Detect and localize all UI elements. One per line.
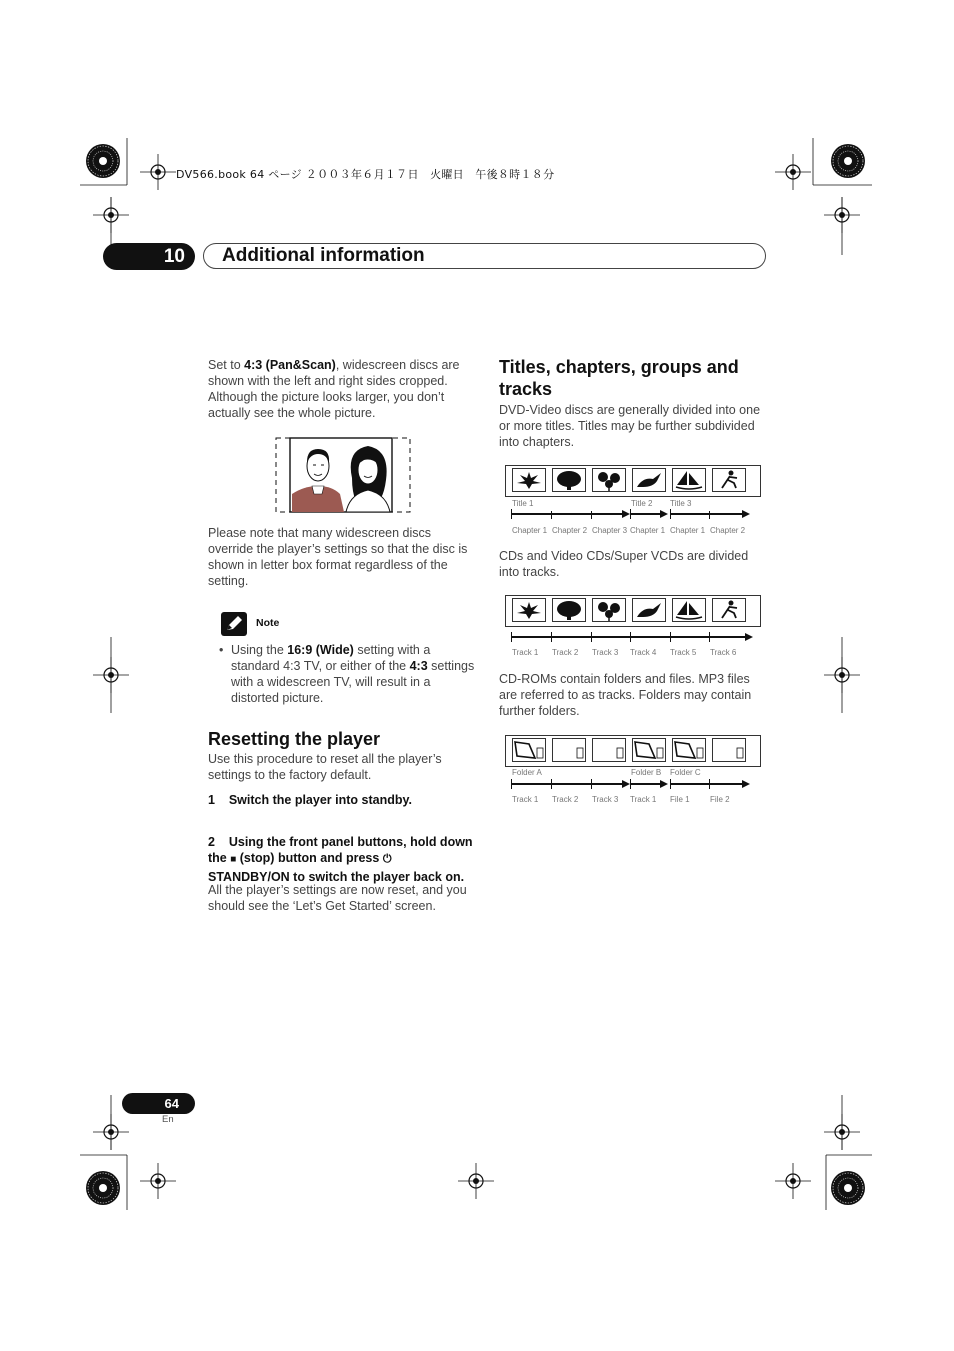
tick: [709, 511, 710, 519]
dvd-chapter-label: Chapter 1: [670, 526, 706, 535]
tree-frame-icon: [552, 598, 586, 622]
cd-track-label: Track 2: [552, 648, 579, 657]
tick: [630, 632, 631, 642]
tree-frame-icon: [552, 468, 586, 492]
chapter-number: 10: [103, 243, 195, 270]
cd-track-label: Track 4: [630, 648, 657, 657]
folder-label: Folder B: [631, 768, 662, 777]
dvd-paragraph: DVD-Video discs are generally divided into one or more titles. Titles may be further subdivided into chapters.: [499, 403, 761, 449]
language-code: En: [162, 1114, 174, 1125]
tick: [709, 632, 710, 642]
arrowhead: [622, 510, 630, 518]
rom-item-label: Track 1: [630, 795, 657, 804]
flower-frame-icon: [592, 598, 626, 622]
folder-label: Folder C: [670, 768, 701, 777]
tick: [591, 779, 592, 789]
cd-track-label: Track 1: [512, 648, 539, 657]
tick: [591, 632, 592, 642]
cd-track-label: Track 5: [670, 648, 697, 657]
note-text: Using the 16:9 (Wide) setting with a standard 4:3 TV, or either of the 4:3 settings with a widescreen TV, will result in a distorted picture.: [231, 643, 475, 705]
folder-frame-icon: [512, 738, 546, 762]
folder-frame-icon: [672, 738, 706, 762]
arrowhead: [742, 510, 750, 518]
skater-frame-icon: [712, 468, 746, 492]
cd-track-label: Track 6: [710, 648, 737, 657]
sailboat-frame-icon: [672, 598, 706, 622]
tick: [551, 779, 552, 789]
file-frame-icon: [712, 738, 746, 762]
pan-scan-paragraph: Set to 4:3 (Pan&Scan), widescreen discs are shown with the left and right sides cropped. Although the picture looks larger, you don’t actually see the whole picture.: [208, 358, 460, 420]
reset-intro: Use this procedure to reset all the player’s settings to the factory default.: [208, 752, 442, 782]
file-frame-icon: [552, 738, 586, 762]
title-2-arrow: [630, 513, 662, 515]
folder-label: Folder A: [512, 768, 542, 777]
dvd-title-1: Title 1: [512, 499, 534, 508]
tick: [551, 511, 552, 519]
dvd-chapter-label: Chapter 2: [710, 526, 746, 535]
arrowhead: [622, 780, 630, 788]
dvd-chapter-label: Chapter 3: [592, 526, 628, 535]
cdrom-paragraph: CD-ROMs contain folders and files. MP3 files are referred to as tracks. Folders may contain further folders.: [499, 672, 752, 718]
dvd-title-2: Title 2: [631, 499, 653, 508]
dvd-title-3: Title 3: [670, 499, 692, 508]
folder-b-arrow: [630, 783, 662, 785]
stop-icon: ■: [230, 854, 237, 865]
arrowhead: [660, 510, 668, 518]
titles-heading: Titles, chapters, groups and tracks: [499, 357, 739, 399]
tick: [591, 511, 592, 519]
cd-track-arrow: [511, 636, 747, 638]
title-1-arrow: [511, 513, 624, 515]
power-icon: ⏻: [382, 853, 392, 865]
arrowhead: [745, 633, 753, 641]
reset-result: All the player’s settings are now reset, and you should see the ‘Let’s Get Started’ screen.: [208, 883, 467, 913]
tick: [709, 779, 710, 789]
flower-frame-icon: [592, 468, 626, 492]
leaf-frame-icon: [512, 468, 546, 492]
folder-frame-icon: [632, 738, 666, 762]
reset-heading: Resetting the player: [208, 729, 381, 749]
tick: [670, 632, 671, 642]
note-pencil-icon: [221, 612, 247, 636]
sailboat-frame-icon: [672, 468, 706, 492]
rom-item-label: Track 2: [552, 795, 579, 804]
arrowhead: [742, 780, 750, 788]
tick: [551, 632, 552, 642]
rom-item-label: File 1: [670, 795, 690, 804]
dvd-chapter-label: Chapter 1: [512, 526, 548, 535]
reset-step-2: 2 Using the front panel buttons, hold down the ■ (stop) button and press ⏻ STANDBY/ON to switch the player back on.: [208, 834, 477, 884]
widescreen-paragraph: Please note that many widescreen discs override the player’s settings so that the disc is shown in letter box format regardless of the setting.: [208, 526, 468, 588]
title-3-arrow: [670, 513, 744, 515]
folder-c-arrow: [670, 783, 744, 785]
bird-frame-icon: [632, 468, 666, 492]
rom-item-label: Track 1: [512, 795, 539, 804]
leaf-frame-icon: [512, 598, 546, 622]
dvd-chapter-label: Chapter 1: [630, 526, 666, 535]
rom-item-label: File 2: [710, 795, 730, 804]
folder-a-arrow: [511, 783, 624, 785]
print-header: DV566.book 64 ページ ２００３年６月１７日 火曜日 午後８時１８分: [176, 168, 555, 181]
note-label: Note: [256, 617, 280, 629]
arrowhead: [660, 780, 668, 788]
rom-item-label: Track 3: [592, 795, 619, 804]
dvd-chapter-label: Chapter 2: [552, 526, 588, 535]
bird-frame-icon: [632, 598, 666, 622]
skater-frame-icon: [712, 598, 746, 622]
note-bullet: •: [219, 643, 224, 657]
page-number: 64: [122, 1093, 195, 1114]
cd-track-label: Track 3: [592, 648, 619, 657]
chapter-title: Additional information: [222, 245, 425, 266]
pan-scan-illustration: [274, 436, 414, 516]
tick: [511, 511, 512, 519]
file-frame-icon: [592, 738, 626, 762]
cd-paragraph: CDs and Video CDs/Super VCDs are divided into tracks.: [499, 549, 749, 579]
reset-step-1: 1 Switch the player into standby.: [208, 793, 412, 807]
